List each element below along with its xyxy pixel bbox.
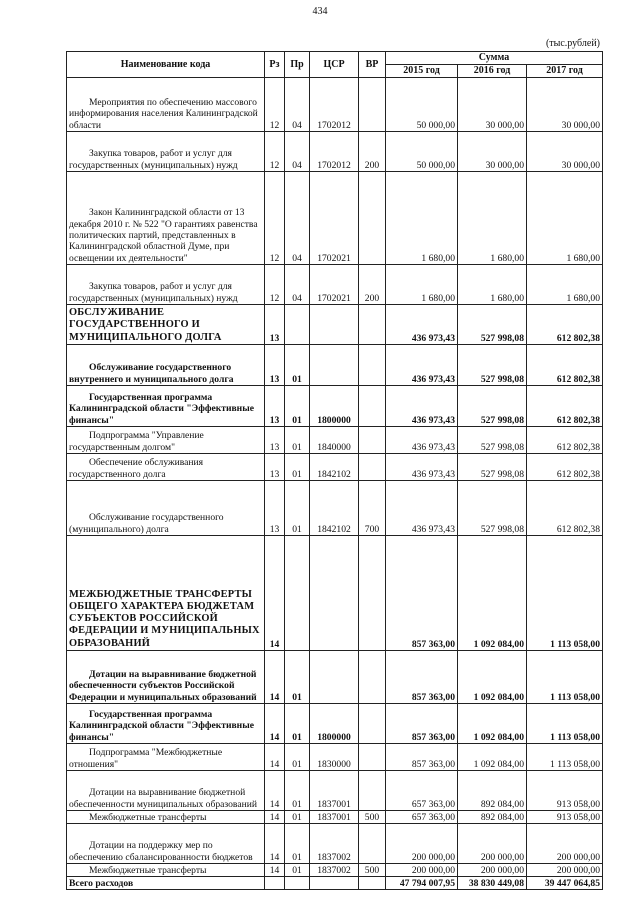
row-csr: 1702021 [310,265,359,305]
row-value-2016: 527 998,08 [458,481,527,536]
row-value-2015: 436 973,43 [386,454,458,481]
row-name: Обслуживание государственного внутреннего и муниципального долга [67,345,265,386]
header-pr: Пр [285,52,310,78]
table-row [67,536,603,651]
table-row [67,265,603,305]
row-csr: 1842102 [310,481,359,536]
row-csr: 1837002 [310,864,359,877]
row-value-2016: 1 092 084,00 [458,704,527,744]
row-pr: 04 [285,172,310,265]
row-value-2015: 657 363,00 [386,811,458,824]
row-rz: 13 [265,454,285,481]
row-rz: 13 [265,427,285,454]
row-csr: 1702012 [310,132,359,172]
row-value-2016: 527 998,08 [458,305,527,345]
header-rz: Рз [265,52,285,78]
row-name: Государственная программа Калининградской области "Эффективные финансы" [67,386,265,427]
row-value-2015: 436 973,43 [386,386,458,427]
row-csr [310,345,359,386]
row-value-2015: 50 000,00 [386,78,458,132]
row-csr: 1800000 [310,704,359,744]
row-rz: 14 [265,824,285,864]
row-vr [359,427,386,454]
row-value-2016: 527 998,08 [458,345,527,386]
units-note: (тыс.рублей) [545,38,600,49]
row-value-2017: 612 802,38 [527,305,603,345]
row-vr: 500 [359,864,386,877]
table-row [67,864,603,877]
row-value-2017: 1 680,00 [527,172,603,265]
row-value-2015: 857 363,00 [386,704,458,744]
row-value-2017: 612 802,38 [527,427,603,454]
row-pr [285,305,310,345]
row-name: Межбюджетные трансферты [67,864,265,877]
row-vr [359,345,386,386]
row-vr: 200 [359,132,386,172]
table-row [67,771,603,811]
row-value-2015: 50 000,00 [386,132,458,172]
row-rz: 12 [265,132,285,172]
row-value-2015: 436 973,43 [386,481,458,536]
table-row [67,744,603,771]
row-rz: 14 [265,744,285,771]
row-pr: 04 [285,265,310,305]
row-value-2017: 1 113 058,00 [527,744,603,771]
row-value-2016: 1 092 084,00 [458,536,527,651]
row-vr: 200 [359,265,386,305]
row-value-2017: 1 113 058,00 [527,704,603,744]
table-row [67,386,603,427]
row-rz: 13 [265,386,285,427]
row-name: Дотации на выравнивание бюджетной обеспеченности муниципальных образований [67,771,265,811]
row-value-2017: 200 000,00 [527,864,603,877]
row-value-2015: 1 680,00 [386,172,458,265]
row-value-2016: 892 084,00 [458,811,527,824]
table-row [67,305,603,345]
table-row [67,427,603,454]
row-value-2017: 913 058,00 [527,811,603,824]
row-name: Подпрограмма "Межбюджетные отношения" [67,744,265,771]
row-value-2017: 612 802,38 [527,386,603,427]
row-csr: 1800000 [310,386,359,427]
row-rz: 12 [265,265,285,305]
header-year-2016: 2016 год [458,65,527,78]
row-name: ОБСЛУЖИВАНИЕ ГОСУДАРСТВЕННОГО И МУНИЦИПАЛЬНОГО ДОЛГА [67,305,265,345]
row-value-2016: 1 092 084,00 [458,744,527,771]
row-rz: 13 [265,345,285,386]
total-2015: 47 794 007,95 [386,877,458,890]
row-pr: 01 [285,864,310,877]
total-2017: 39 447 064,85 [527,877,603,890]
row-value-2016: 200 000,00 [458,864,527,877]
row-vr [359,78,386,132]
row-csr: 1702012 [310,78,359,132]
row-value-2017: 1 113 058,00 [527,651,603,704]
row-pr: 04 [285,132,310,172]
row-vr [359,172,386,265]
row-value-2015: 436 973,43 [386,345,458,386]
row-rz: 14 [265,651,285,704]
table-row [67,132,603,172]
row-rz: 14 [265,864,285,877]
row-vr: 500 [359,811,386,824]
row-csr: 1837001 [310,771,359,811]
row-value-2016: 30 000,00 [458,132,527,172]
row-vr [359,536,386,651]
header-year-2017: 2017 год [527,65,603,78]
row-csr: 1840000 [310,427,359,454]
row-name: Государственная программа Калининградской области "Эффективные финансы" [67,704,265,744]
row-rz: 12 [265,172,285,265]
row-rz: 14 [265,536,285,651]
header-sum: Сумма [386,52,603,65]
row-value-2015: 436 973,43 [386,305,458,345]
row-vr [359,454,386,481]
row-name: Закон Калининградской области от 13 декабря 2010 г. № 522 "О гарантиях равенства политических партий, представленных в Калининградской областной Думе, при освещении их деятельности" [67,172,265,265]
row-csr [310,305,359,345]
row-vr [359,824,386,864]
row-pr [285,536,310,651]
row-value-2017: 612 802,38 [527,454,603,481]
row-rz: 13 [265,305,285,345]
row-value-2015: 436 973,43 [386,427,458,454]
row-value-2016: 527 998,08 [458,427,527,454]
row-value-2015: 1 680,00 [386,265,458,305]
row-value-2016: 527 998,08 [458,454,527,481]
header-name: Наименование кода [67,52,265,78]
row-value-2016: 30 000,00 [458,78,527,132]
total-2016: 38 830 449,08 [458,877,527,890]
row-name: Закупка товаров, работ и услуг для государственных (муниципальных) нужд [67,132,265,172]
table-row [67,481,603,536]
row-csr: 1837002 [310,824,359,864]
row-name: Мероприятия по обеспечению массового информирования населения Калининградской области [67,78,265,132]
row-name: Обеспечение обслуживания государственного долга [67,454,265,481]
row-value-2016: 1 092 084,00 [458,651,527,704]
row-pr: 01 [285,824,310,864]
row-pr: 01 [285,427,310,454]
table-row [67,172,603,265]
row-value-2016: 1 680,00 [458,265,527,305]
row-value-2017: 1 113 058,00 [527,536,603,651]
row-value-2016: 200 000,00 [458,824,527,864]
row-rz: 14 [265,704,285,744]
row-value-2016: 527 998,08 [458,386,527,427]
row-vr [359,704,386,744]
row-value-2015: 857 363,00 [386,651,458,704]
row-value-2015: 200 000,00 [386,864,458,877]
row-pr: 01 [285,771,310,811]
row-rz: 13 [265,481,285,536]
row-name: Закупка товаров, работ и услуг для государственных (муниципальных) нужд [67,265,265,305]
row-pr: 01 [285,345,310,386]
header-vr: ВР [359,52,386,78]
row-value-2016: 892 084,00 [458,771,527,811]
row-pr: 01 [285,481,310,536]
row-name: Дотации на поддержку мер по обеспечению сбалансированности бюджетов [67,824,265,864]
table-row [67,651,603,704]
row-pr: 01 [285,386,310,427]
table-row [67,78,603,132]
row-name: Межбюджетные трансферты [67,811,265,824]
table-row [67,704,603,744]
row-value-2017: 200 000,00 [527,824,603,864]
row-pr: 01 [285,651,310,704]
row-csr: 1702021 [310,172,359,265]
row-pr: 04 [285,78,310,132]
budget-table [66,51,603,890]
row-value-2015: 657 363,00 [386,771,458,811]
row-name: Обслуживание государственного (муниципального) долга [67,481,265,536]
row-rz: 12 [265,78,285,132]
row-vr [359,771,386,811]
header-year-2015: 2015 год [386,65,458,78]
row-vr [359,744,386,771]
row-name: Дотации на выравнивание бюджетной обеспеченности субъектов Российской Федерации и муниципальных образований [67,651,265,704]
header-csr: ЦСР [310,52,359,78]
row-csr [310,651,359,704]
row-csr: 1842102 [310,454,359,481]
row-value-2015: 857 363,00 [386,744,458,771]
table-row [67,811,603,824]
row-rz: 14 [265,771,285,811]
row-value-2017: 913 058,00 [527,771,603,811]
row-pr: 01 [285,744,310,771]
row-vr [359,305,386,345]
row-csr: 1837001 [310,811,359,824]
row-value-2015: 200 000,00 [386,824,458,864]
row-name: Подпрограмма "Управление государственным долгом" [67,427,265,454]
table-row [67,454,603,481]
row-value-2016: 1 680,00 [458,172,527,265]
table-row [67,345,603,386]
row-value-2015: 857 363,00 [386,536,458,651]
row-rz: 14 [265,811,285,824]
table-row [67,824,603,864]
total-label: Всего расходов [67,877,265,890]
page-number: 434 [312,6,328,17]
row-pr: 01 [285,811,310,824]
row-name: МЕЖБЮДЖЕТНЫЕ ТРАНСФЕРТЫ ОБЩЕГО ХАРАКТЕРА БЮДЖЕТАМ СУБЪЕКТОВ РОССИЙСКОЙ ФЕДЕРАЦИИ И МУНИЦИПАЛЬНЫХ ОБРАЗОВАНИЙ [67,536,265,651]
row-pr: 01 [285,704,310,744]
row-vr [359,386,386,427]
row-value-2017: 1 680,00 [527,265,603,305]
row-value-2017: 612 802,38 [527,481,603,536]
row-vr [359,651,386,704]
row-vr: 700 [359,481,386,536]
row-pr: 01 [285,454,310,481]
total-row [67,877,603,890]
row-value-2017: 30 000,00 [527,132,603,172]
row-value-2017: 30 000,00 [527,78,603,132]
row-csr [310,536,359,651]
row-value-2017: 612 802,38 [527,345,603,386]
row-csr: 1830000 [310,744,359,771]
